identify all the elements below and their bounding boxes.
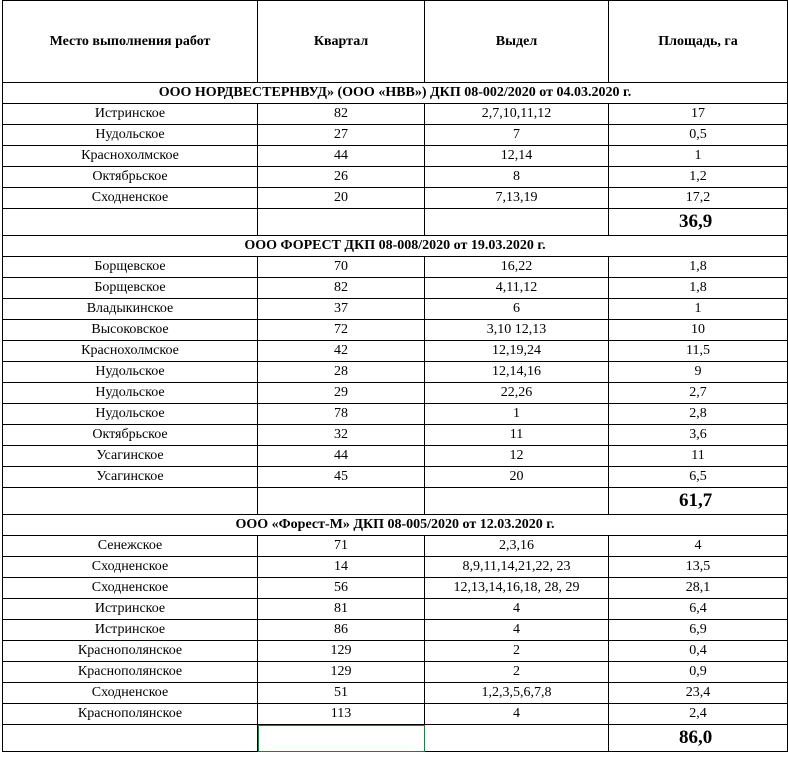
cell-section: 6 [425,299,609,320]
cell-area: 1 [609,299,788,320]
cell-quarter: 14 [258,557,425,578]
cell-quarter: 78 [258,404,425,425]
cell-quarter: 29 [258,383,425,404]
empty-cell [3,725,258,752]
group-total-row [3,209,788,236]
cell-area: 3,6 [609,425,788,446]
table-row [3,641,788,662]
cell-area: 4 [609,536,788,557]
cell-section: 12,14 [425,146,609,167]
cell-location: Краснохолмское [3,341,258,362]
cell-quarter: 82 [258,278,425,299]
table-row [3,299,788,320]
cell-section: 12 [425,446,609,467]
cell-section: 8 [425,167,609,188]
table-row [3,425,788,446]
header-quarter: Квартал [258,1,425,83]
empty-cell [258,488,425,515]
works-table-body [3,1,788,752]
cell-area: 17 [609,104,788,125]
cell-quarter: 37 [258,299,425,320]
group-title: ООО ФОРЕСТ ДКП 08-008/2020 от 19.03.2020 г. [3,236,788,257]
cell-location: Сходненское [3,188,258,209]
cell-location: Краснохолмское [3,146,258,167]
table-row [3,257,788,278]
cell-quarter: 81 [258,599,425,620]
header-row [3,1,788,83]
group-header-row [3,236,788,257]
table-row [3,320,788,341]
cell-section: 8,9,11,14,21,22, 23 [425,557,609,578]
table-row [3,278,788,299]
table-row [3,467,788,488]
cell-quarter: 71 [258,536,425,557]
empty-cell [425,209,609,236]
cell-section: 12,19,24 [425,341,609,362]
table-row [3,383,788,404]
cell-quarter: 129 [258,662,425,683]
cell-area: 6,5 [609,467,788,488]
empty-cell [425,725,609,752]
table-row [3,146,788,167]
cell-location: Высоковское [3,320,258,341]
cell-quarter: 72 [258,320,425,341]
cell-section: 7 [425,125,609,146]
group-total-row [3,725,788,752]
cell-location: Борщевское [3,278,258,299]
cell-section: 16,22 [425,257,609,278]
cell-area: 0,5 [609,125,788,146]
cell-location: Октябрьское [3,167,258,188]
cell-location: Борщевское [3,257,258,278]
table-row [3,578,788,599]
cell-location: Краснополянское [3,704,258,725]
cell-quarter: 113 [258,704,425,725]
table-row [3,662,788,683]
cell-quarter: 42 [258,341,425,362]
cell-area: 2,4 [609,704,788,725]
selected-cell[interactable] [258,725,425,752]
cell-quarter: 45 [258,467,425,488]
cell-area: 6,9 [609,620,788,641]
table-row [3,536,788,557]
group-header-row [3,83,788,104]
empty-cell [3,209,258,236]
table-row [3,104,788,125]
cell-location: Нудольское [3,362,258,383]
cell-area: 11,5 [609,341,788,362]
cell-location: Нудольское [3,383,258,404]
table-row [3,704,788,725]
cell-section: 4,11,12 [425,278,609,299]
cell-quarter: 129 [258,641,425,662]
table-row [3,446,788,467]
cell-location: Истринское [3,104,258,125]
table-row [3,599,788,620]
cell-area: 1 [609,146,788,167]
cell-location: Сходненское [3,683,258,704]
cell-quarter: 28 [258,362,425,383]
cell-section: 4 [425,599,609,620]
cell-location: Краснополянское [3,662,258,683]
cell-area: 1,8 [609,257,788,278]
cell-location: Сходненское [3,557,258,578]
table-row [3,683,788,704]
cell-quarter: 56 [258,578,425,599]
cell-section: 12,13,14,16,18, 28, 29 [425,578,609,599]
header-area: Площадь, га [609,1,788,83]
empty-cell [425,488,609,515]
table-row [3,188,788,209]
table-row [3,362,788,383]
cell-section: 1,2,3,5,6,7,8 [425,683,609,704]
empty-cell [3,488,258,515]
cell-location: Владыкинское [3,299,258,320]
group-total-area: 61,7 [609,488,788,515]
cell-section: 2,3,16 [425,536,609,557]
cell-quarter: 70 [258,257,425,278]
cell-location: Сходненское [3,578,258,599]
group-total-area: 36,9 [609,209,788,236]
cell-section: 20 [425,467,609,488]
cell-location: Усагинское [3,467,258,488]
table-row [3,167,788,188]
group-total-area: 86,0 [609,725,788,752]
cell-location: Истринское [3,620,258,641]
works-table [2,0,788,752]
cell-area: 28,1 [609,578,788,599]
cell-area: 2,8 [609,404,788,425]
cell-section: 22,26 [425,383,609,404]
table-row [3,557,788,578]
cell-section: 4 [425,704,609,725]
cell-area: 23,4 [609,683,788,704]
cell-location: Нудольское [3,404,258,425]
header-location: Место выполнения работ [3,1,258,83]
table-row [3,125,788,146]
cell-location: Истринское [3,599,258,620]
cell-area: 17,2 [609,188,788,209]
table-row [3,341,788,362]
cell-section: 3,10 12,13 [425,320,609,341]
cell-location: Нудольское [3,125,258,146]
cell-section: 2,7,10,11,12 [425,104,609,125]
cell-quarter: 32 [258,425,425,446]
cell-area: 9 [609,362,788,383]
cell-area: 2,7 [609,383,788,404]
cell-section: 2 [425,641,609,662]
cell-area: 11 [609,446,788,467]
cell-section: 11 [425,425,609,446]
cell-section: 4 [425,620,609,641]
cell-location: Краснополянское [3,641,258,662]
cell-location: Усагинское [3,446,258,467]
cell-quarter: 82 [258,104,425,125]
group-total-row [3,488,788,515]
cell-quarter: 20 [258,188,425,209]
cell-area: 1,2 [609,167,788,188]
cell-area: 0,4 [609,641,788,662]
cell-quarter: 86 [258,620,425,641]
cell-location: Октябрьское [3,425,258,446]
cell-location: Сенежское [3,536,258,557]
header-section: Выдел [425,1,609,83]
cell-section: 12,14,16 [425,362,609,383]
cell-quarter: 44 [258,446,425,467]
cell-section: 1 [425,404,609,425]
cell-quarter: 26 [258,167,425,188]
group-title: ООО «Форест-М» ДКП 08-005/2020 от 12.03.2020 г. [3,515,788,536]
cell-section: 2 [425,662,609,683]
cell-quarter: 44 [258,146,425,167]
empty-cell [258,209,425,236]
cell-area: 6,4 [609,599,788,620]
group-title: ООО НОРДВЕСТЕРНВУД» (ООО «НВВ») ДКП 08-002/2020 от 04.03.2020 г. [3,83,788,104]
cell-quarter: 27 [258,125,425,146]
cell-quarter: 51 [258,683,425,704]
group-header-row [3,515,788,536]
table-row [3,620,788,641]
cell-area: 0,9 [609,662,788,683]
cell-area: 1,8 [609,278,788,299]
table-row [3,404,788,425]
cell-area: 13,5 [609,557,788,578]
cell-area: 10 [609,320,788,341]
cell-section: 7,13,19 [425,188,609,209]
